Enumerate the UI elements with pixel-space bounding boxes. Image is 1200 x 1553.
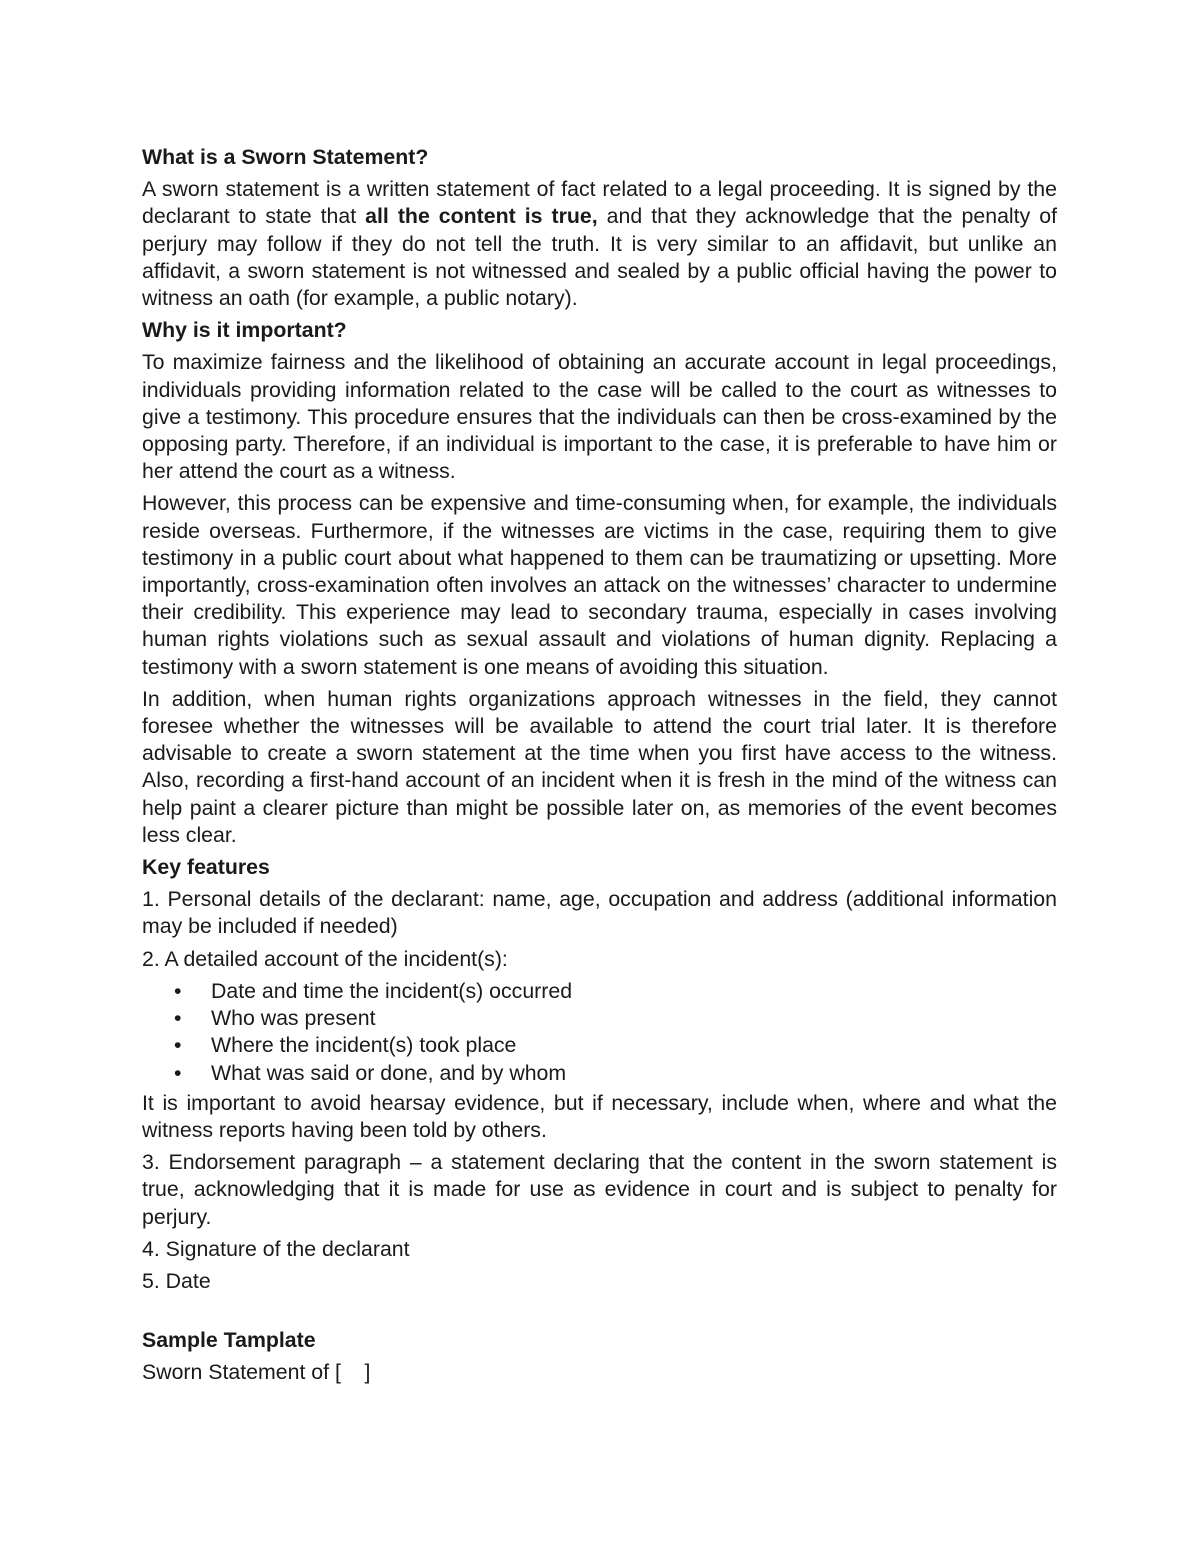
feature-item-1: 1. Personal details of the declarant: name, age, occupation and address (additional information may be included if needed) [142, 887, 1057, 939]
feature-item-3: 3. Endorsement paragraph – a statement declaring that the content in the sworn statement is true, acknowledging that it is made for use as evidence in court and is subject to penalty for perjury. [142, 1150, 1057, 1229]
definition-text-start: A sworn statement is a written statement of fact related to a legal proceeding. It is signed by the declarant to state that [142, 177, 1057, 229]
bullet-item: • What was said or done, and by whom [142, 1060, 1057, 1087]
paragraph-fairness: To maximize fairness and the likelihood of obtaining an accurate account in legal proceedings, individuals providing information related to the case will be called to the court as witnesses to give a testimony. This procedure ensures that the individuals can then be cross-examined by the opposing party. Therefore, if an individual is important to the case, it is preferable to have him or her attend the court as a witness. [142, 350, 1057, 484]
paragraph-hearsay: It is important to avoid hearsay evidence, but if necessary, include when, where and what the witness reports having been told by others. [142, 1090, 1057, 1142]
definition-text-end: and that they acknowledge that the penalty of perjury may follow if they do not tell the truth. It is very similar to an affidavit, but unlike an affidavit, a sworn statement is not witnessed and sealed by a public official having the power to witness an oath (for example, a public notary). [142, 204, 1057, 311]
heading-sample-template: Sample Tamplate [142, 1328, 316, 1353]
document-page [142, 144, 1057, 1392]
feature-item-2: 2. A detailed account of the incident(s): [142, 946, 508, 971]
incident-bullet-list [142, 978, 1057, 1087]
feature-item-5: 5. Date [142, 1268, 211, 1293]
bullet-item: • Who was present [142, 1005, 1057, 1032]
definition-bold-text: all the content is true, [365, 204, 598, 229]
paragraph-definition [142, 176, 1057, 312]
bullet-item: • Where the incident(s) took place [142, 1032, 1057, 1059]
feature-item-4: 4. Signature of the declarant [142, 1236, 410, 1261]
bullet-item: • Date and time the incident(s) occurred [142, 978, 1057, 1005]
sample-line-sworn-statement-of: Sworn Statement of [ ] [142, 1360, 371, 1385]
paragraph-however: However, this process can be expensive and time-consuming when, for example, the individuals reside overseas. Furthermore, if the witnesses are victims in the case, requiring them to give testimony in a public court about what happened to them can be traumatizing or upsetting. More importantly, cross-examination often involves an attack on the witnesses’ character to undermine their credibility. This experience may lead to secondary trauma, especially in cases involving human rights violations such as sexual assault and violations of human dignity. Replacing a testimony with a sworn statement is one means of avoiding this situation. [142, 491, 1057, 679]
heading-what-is: What is a Sworn Statement? [142, 145, 429, 169]
heading-key-features: Key features [142, 855, 270, 880]
blank-line [142, 1300, 1057, 1327]
paragraph-in-addition: In addition, when human rights organizations approach witnesses in the field, they cannot foresee whether the witnesses will be available to attend the court trial later. It is therefore advisable to create a sworn statement at the time when you first have access to the witness. Also, recording a first-hand account of an incident when it is fresh in the mind of the witness can help paint a clearer picture than might be possible later on, as memories of the event becomes less clear. [142, 686, 1057, 847]
heading-why-important: Why is it important? [142, 318, 347, 343]
